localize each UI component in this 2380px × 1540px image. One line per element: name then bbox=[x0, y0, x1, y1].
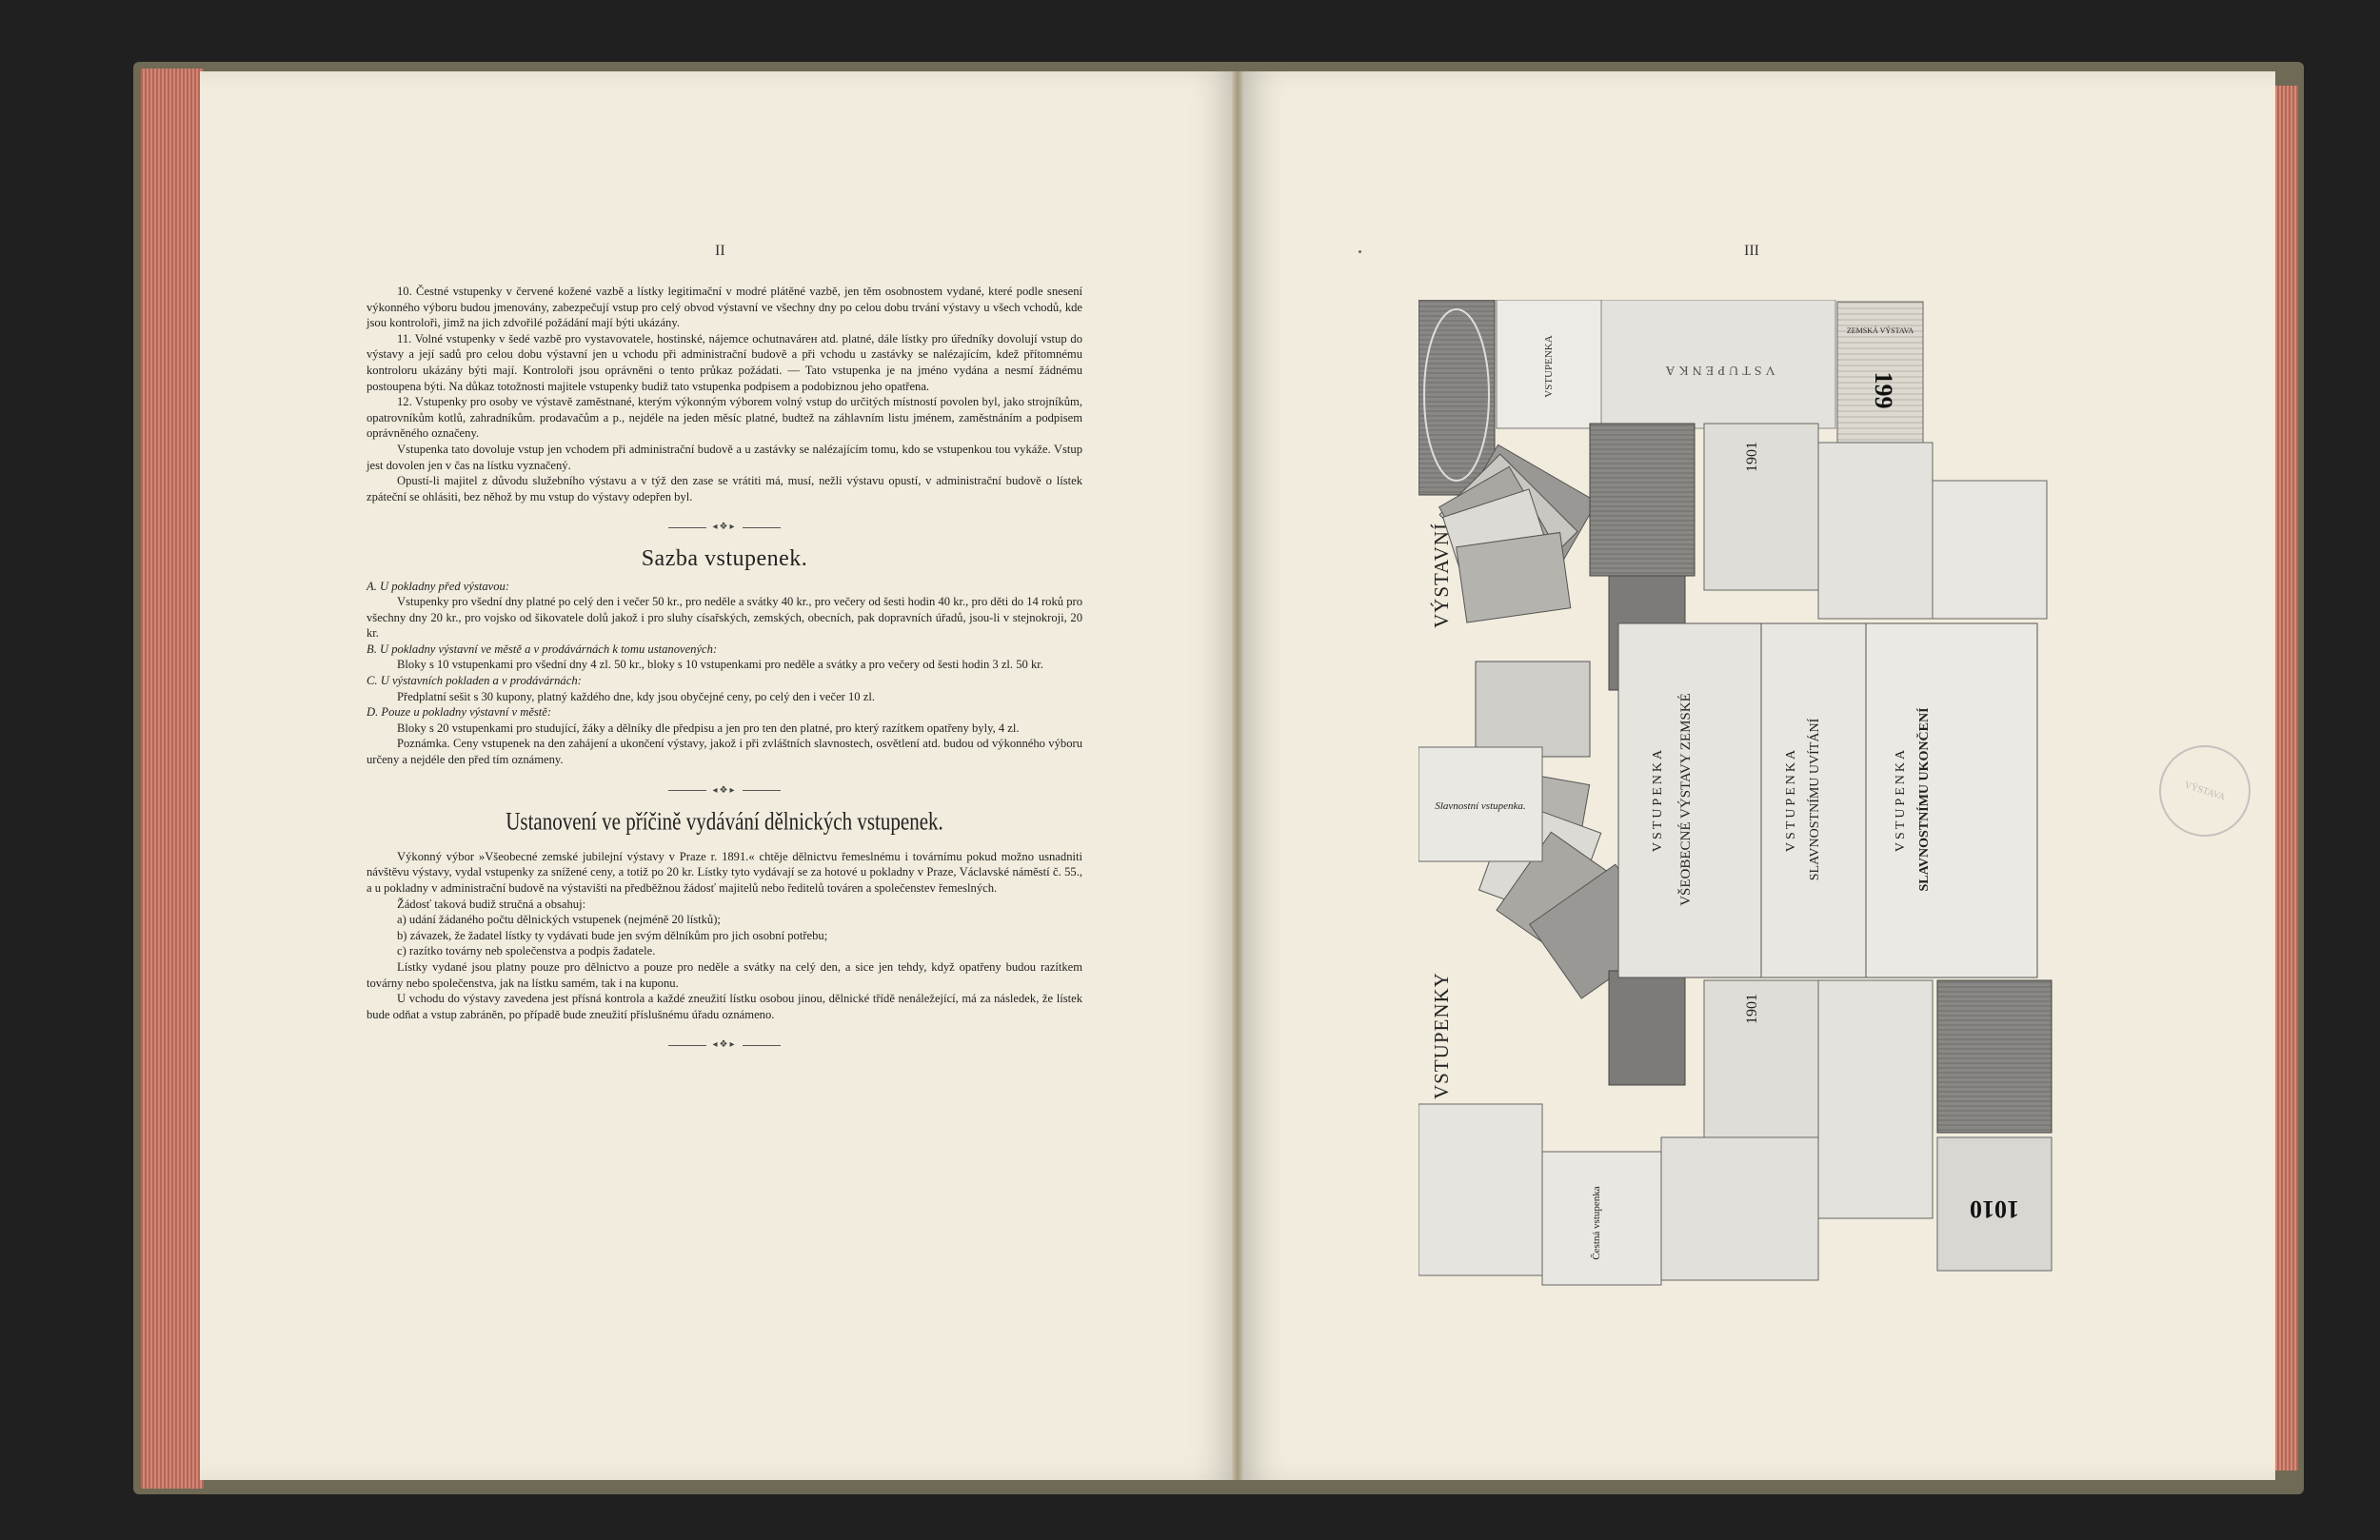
ticket-lower-dark bbox=[1937, 980, 2052, 1133]
ustanoveni-end-1: Lístky vydané jsou platny pouze pro dělnictvo a pouze pro neděle a svátky na celý den, a sice jen tehdy, když opatřeny budou razítkem továrny nebo společenstva, jak na lístku samém, tak i na kuponu. bbox=[367, 959, 1082, 990]
ticket-fan-dark-1 bbox=[1590, 424, 1695, 576]
ticket-right-mid-2 bbox=[1933, 481, 2047, 619]
poznamka: Poznámka. Ceny vstupenek na den zahájení a ukončení výstavy, jakož i při zvláštních slavnostech, osvětlení atd. budou od výkonného výboru určeny a nejdéle den před tím oznámeny. bbox=[367, 737, 1082, 767]
sazba-d-text: Bloky s 20 vstupenkami pro studující, žáky a dělníky dle předpisu a jen pro ten den platné, pro který razítkem opatřeny byly, 4 zl. bbox=[397, 721, 1020, 735]
sazba-c-label: C. U výstavních pokladen a v prodávárnách: bbox=[367, 674, 582, 688]
ticket-right-mid bbox=[1818, 443, 1933, 619]
ticket-bottom-1 bbox=[1418, 1104, 1542, 1275]
sazba-b-text: Bloky s 10 vstupenkami pro všední dny 4 zl. 50 kr., bloky s 10 vstupenkami pro neděle a svátky a pro večery od šesti hodin 3 zl. 50 kr. bbox=[397, 658, 1043, 672]
ticket-collage bbox=[1418, 300, 2066, 1299]
ticket-vstupenka-small: VSTUPENKA bbox=[1543, 335, 1555, 398]
ticket-center-1-sub: VŠEOBECNÉ VÝSTAVY ZEMSKÉ bbox=[1678, 693, 1694, 906]
sazba-b-label: B. U pokladny výstavní ve městě a v prodávárnách k tomu ustanovených: bbox=[367, 642, 718, 656]
page-edges-left bbox=[141, 69, 204, 1489]
ornament-divider-1: ◂❖▸ bbox=[367, 520, 1082, 536]
book-gutter bbox=[1232, 71, 1243, 1480]
ticket-center-1-title: VSTUPENKA bbox=[1651, 746, 1665, 853]
ticket-center-2-title: VSTUPENKA bbox=[1784, 746, 1798, 853]
ticket-1901-a-text: 1901 bbox=[1744, 442, 1760, 472]
stamp-text: VÝSTAVA bbox=[2183, 779, 2227, 803]
sazba-c-text: Předplatní sešit s 30 kupony, platný každého dne, kdy jsou obyčejné ceny, po celý den i večer 10 zl. bbox=[397, 689, 875, 703]
ticket-top-dark bbox=[1418, 300, 1495, 495]
page-speck bbox=[1359, 250, 1361, 253]
ornament-divider-2: ◂❖▸ bbox=[367, 783, 1082, 800]
paragraph-10: 10. Čestné vstupenky v červené kožené vazbě a lístky legitimační v modré plátěné vazbě, jen těm osobnostem vydané, které podle snesení výkonného výboru budou jmenovány, zabezpečují vstup pro celý obvod výstavní ve všechny dny po celou dobu trvání výstavy u všech vchodů, kde jsou kontroloři, jimž na jich zdvořilé požádání mají býti ukázány. bbox=[367, 285, 1082, 330]
page-edges-right bbox=[2273, 86, 2298, 1471]
left-text-column bbox=[367, 284, 1082, 1069]
ticket-center-3-title: VSTUPENKA bbox=[1894, 746, 1908, 853]
ornament-divider-3: ◂❖▸ bbox=[367, 1037, 1082, 1054]
ticket-cestna: Čestná vstupenka bbox=[1591, 1186, 1602, 1260]
ustanoveni-end-2: U vchodu do výstavy zavedena jest přísná kontrola a každé zneužití lístku osobou jinou, dělnické třídě nenáležející, má za následek, že lístek bude odňat a vstup zabráněn, po případě bude zneužití příslušnému úřadu oznámeno. bbox=[367, 992, 1082, 1021]
heading-sazba: Sazba vstupenek. bbox=[641, 545, 808, 571]
page-number-right: III bbox=[1744, 243, 1759, 259]
paragraph-12-c: Opustí-li majitel z důvodu služebního výstavu a v týž den zase se vrátiti má, musí, nežli výstavu opustí, v administrační budově o lístek zpáteční se ohlásiti, bez něhož by mu vstup do výstavy odepřen byl. bbox=[367, 474, 1082, 503]
ticket-1901-b bbox=[1704, 980, 1818, 1137]
ustanoveni-item-b: b) závazek, že žadatel lístky ty vydávati bude jen svým dělníkům pro jich osobní potřebu; bbox=[397, 928, 828, 942]
sazba-a-label: A. U pokladny před výstavou: bbox=[367, 579, 510, 593]
paragraph-12: 12. Vstupenky pro osoby ve výstavě zaměstnané, kterým výkonným výborem volný vstup do určitých místností povolen byl, jako strojníkům, opatrovníkům kotlů, zahradníkům. prodavačům a p., nejdéle na jeden měsíc platné, budtež na záhlavním listu jménem, zaměstnáním a podpisem oprávněného označeny. bbox=[367, 395, 1082, 441]
ustanoveni-request: Žádosť taková budiž stručná a obsahuj: bbox=[397, 897, 586, 911]
ticket-fan-dark-3 bbox=[1609, 971, 1685, 1085]
ticket-bottom-3 bbox=[1661, 1137, 1818, 1280]
label-vstupenky-text: VSTUPENKY bbox=[1430, 972, 1453, 1099]
heading-ustanoveni: Ustanovení ve příčině vydávání dělnických vstupenek. bbox=[506, 807, 943, 837]
ticket-1010-text: 1010 bbox=[1970, 1195, 2019, 1223]
ticket-slavnostni-text: Slavnostní vstupenka. bbox=[1435, 800, 1526, 812]
ustanoveni-intro: Výkonný výbor »Všeobecné zemské jubilejní výstavy v Praze r. 1891.« chtěje dělnictvu řemeslnému i továrnímu pokud možno usnadniti návštěvu výstavy, vydal vstupenky za snížené ceny, a totiž po 20 kr. Lístky tyto vydávají se za hotové u pokladny v Praze, Václavské náměstí č. 55., a u pokladny v administrační budově na výstavišti na předběžnou žádosť majitelů nebo ředitelů továren a společenstev řemeslných. bbox=[367, 849, 1082, 895]
sazba-a-text: Vstupenky pro všední dny platné po celý den i večer 50 kr., pro neděle a svátky 40 kr., pro večery od šesti hodin 40 kr., pro děti do 14 roků pro všechny dny 20 kr., pro vojsko od šikovatele dolů jakož i pro sluhy císařských, zemských, obecních, pak dopravních úřadů, jsou-li v stejnokroji, 20 kr. bbox=[367, 595, 1082, 641]
ustanoveni-item-a: a) udání žádaného počtu dělnických vstupenek (nejméně 20 lístků); bbox=[397, 913, 721, 927]
page-number-left: II bbox=[715, 243, 725, 259]
ticket-center-3 bbox=[1866, 623, 2037, 977]
ticket-center-3-sub: SLAVNOSTNÍMU UKONČENÍ bbox=[1917, 707, 1932, 892]
ticket-top-3-title: VSTUPENKA bbox=[1661, 363, 1775, 377]
paragraph-12-b: Vstupenka tato dovoluje vstup jen vchodem při administrační budově a u zastávky se nalézajícím tomu, kdo se vstupenkou tou vykáže. Vstup jest dovolen jen v čas na lístku vyznačený. bbox=[367, 442, 1082, 472]
sazba-d-label: D. Pouze u pokladny výstavní v městě: bbox=[367, 705, 552, 720]
ticket-1901-b-text: 1901 bbox=[1744, 994, 1760, 1024]
paragraph-11: 11. Volné vstupenky v šedé vazbě pro vystavovatele, hostinské, nájemce ochutnavárен atd. platné, dále lístky pro úředníky dovolují vstup do výstavy a její sadů pro celou dobu výstavní jen u vchodu při administrační budově a při vchodu u zastávky se nalézajícím, kdež přítomnému kontroloru ukázány býti mají. Kontroloři jsou oprávněni o tento průkaz požádati. — Tato vstupenka je na jméno vydána a nesmí žádnému postoupena býti. Na důkaz totožnosti majitele vstupenky budiž tato vstupenka podpisem a podobiznou jeho opatřena. bbox=[367, 331, 1082, 393]
ustanoveni-item-c: c) razítko továrny neb společenstva a podpis žadatele. bbox=[397, 944, 656, 958]
ticket-199: 199 bbox=[1870, 371, 1897, 409]
ticket-center-2-sub: SLAVNOSTNÍMU UVÍTÁNÍ bbox=[1808, 718, 1822, 881]
label-vystavni-text: VÝSTAVNÍ bbox=[1430, 523, 1453, 628]
ticket-1901-a bbox=[1704, 424, 1818, 590]
ticket-lower-mid bbox=[1818, 980, 1933, 1218]
ticket-zemska: ZEMSKÁ VÝSTAVA bbox=[1846, 326, 1914, 335]
